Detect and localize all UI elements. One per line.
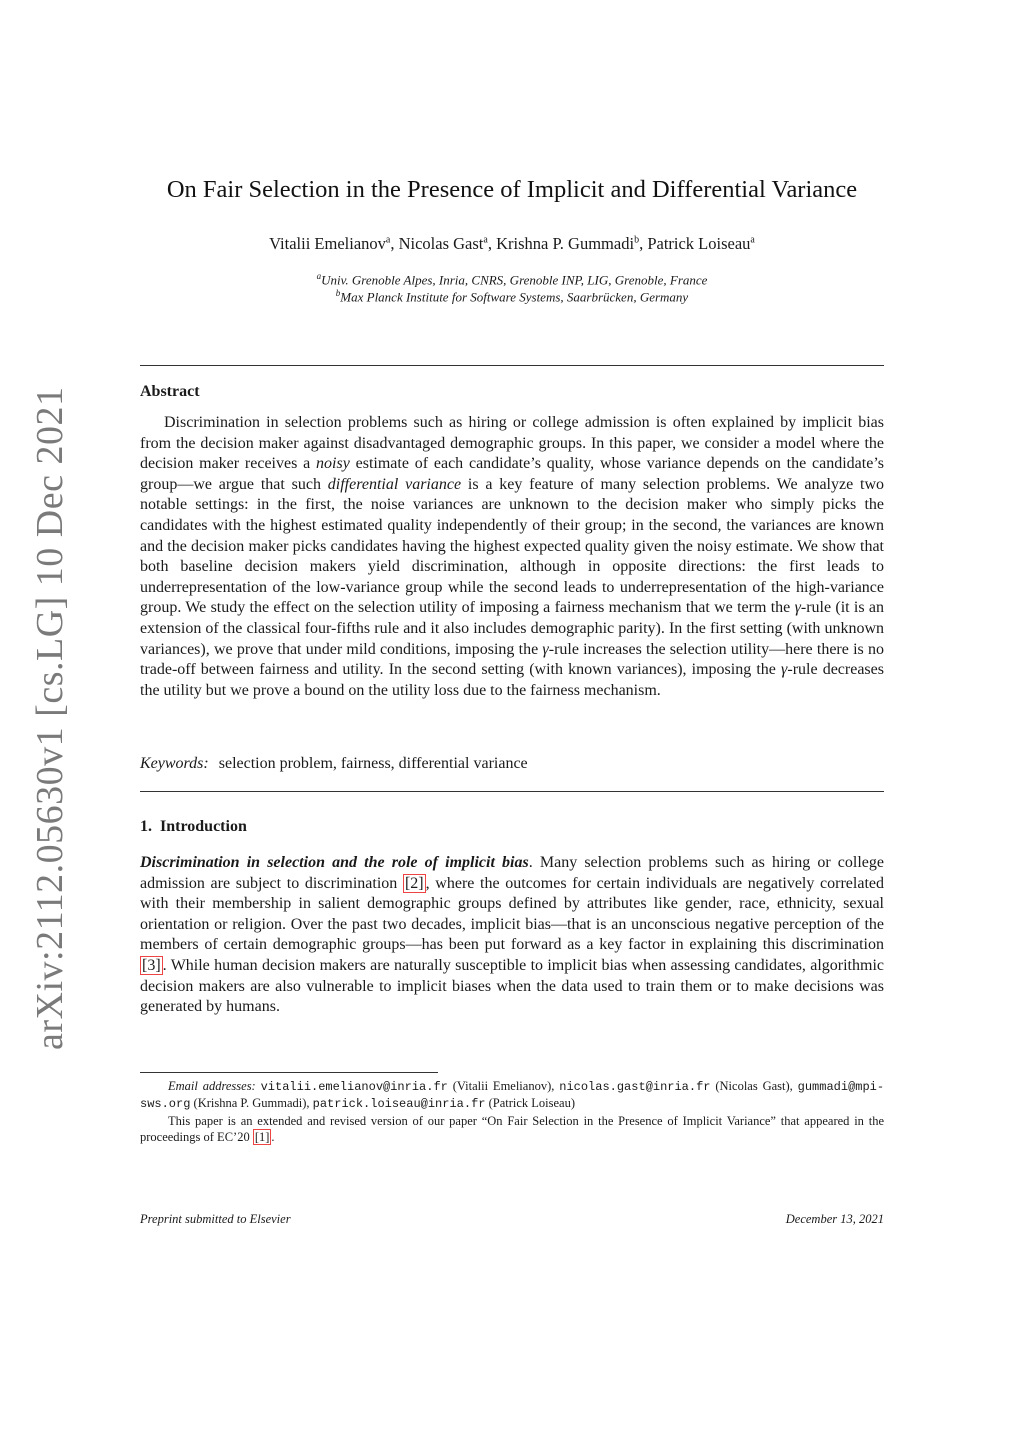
section-heading: 1. Introduction (140, 818, 247, 835)
author: Vitalii Emelianov$^a$, (269, 234, 399, 253)
keywords-text: selection problem, fairness, differential variance (218, 755, 528, 772)
abstract-heading: Abstract (140, 383, 200, 400)
author-list (140, 234, 884, 254)
keywords (140, 755, 884, 773)
author: Krishna P. Gummadi$^b$, (496, 234, 648, 253)
intro-paragraph: Discrimination in selection and the role of implicit bias. Many selection problems such as hiring or college admission are subject to discrimination [2] , where the outcomes for certain individuals are negatively correlated with their membership in salient demographic groups defined by attributes like gender, race, ethnicity, sexual orientation or religion. Over the past two decades, implicit bias—that is an unconscious negative perception of the members of certain demographic groups—has been put forward as a key factor in explaining this discrimination [3] . While human decision makers are naturally susceptible to implicit bias when assessing candidates, algorithmic decision makers are also vulnerable to implicit biases when the data used to train them or to make decisions was generated by humans. (140, 854, 884, 1016)
arxiv-stamp: arXiv:2112.05630v1 [cs.LG] 10 Dec 2021 (29, 386, 71, 1050)
affiliation-a: $^a$Univ. Grenoble Alpes, Inria, CNRS, Grenoble INP, LIG, Grenoble, France (316, 271, 708, 288)
citation-link[interactable]: [3] (142, 956, 161, 974)
footer-left: Preprint submitted to Elsevier (140, 1212, 291, 1226)
email-link[interactable]: gummadi@mpi-sws.org (140, 1080, 885, 1112)
email-footnote: Email addresses: vitalii.emelianov@inria.fr (Vitalii Emelianov), nicolas.gast@inria.fr (Nicolas Gast), gummadi@mpi-sws.org (Krishna P. Gummadi), patrick.loiseau@inria.fr (Patrick Loiseau) (140, 1079, 885, 1112)
version-footnote: This paper is an extended and revised version of our paper “On Fair Selection in the Presence of Implicit Variance” that appeared in the proceedings of EC’20 [1] . (140, 1113, 884, 1145)
runin-heading: Discrimination in selection and the role of implicit bias (140, 854, 529, 871)
divider (140, 365, 884, 366)
paper-title: On Fair Selection in the Presence of Implicit and Differential Variance (166, 176, 858, 203)
email-link[interactable]: patrick.loiseau@inria.fr (312, 1097, 486, 1112)
author: Patrick Loiseau$^a$ (647, 234, 755, 253)
citation-link[interactable]: [2] (404, 874, 424, 892)
author: Nicolas Gast$^a$, (398, 234, 497, 253)
citation-link[interactable]: [1] (254, 1130, 270, 1145)
abstract-body: Discrimination in selection problems such as hiring or college admission is often explained by implicit bias from the decision maker against disadvantaged demographic groups. In this paper, we consider a model where the decision maker receives a noisy estimate of each candidate’s quality, whose variance depends on the candidate’s group—we argue that such differential variance is a key feature of many selection problems. We analyze two notable settings: in the first, the noise variances are unknown to the decision maker who simply picks the candidates with the highest estimated quality independently of their group; in the second, the variances are known and the decision maker picks candidates having the highest expected quality given the noisy estimate. We show that both baseline decision makers yield discrimination, although in opposite directions: the first leads to underrepresentation of the low-variance group while the second leads to underrepresentation of the high-variance group. We study the effect on the selection utility of imposing a fairness mechanism that we term the γ-rule (it is an extension of the classical four-fifths rule and it also includes demographic parity). In the first setting (with unknown variances), we prove that under mild conditions, imposing the γ-rule increases the selection utility—here there is no trade-off between fairness and utility. In the second setting (with known variances), imposing the γ-rule decreases the utility but we prove a bound on the utility loss due to the fairness mechanism. (140, 414, 885, 699)
email-link[interactable]: vitalii.emelianov@inria.fr (260, 1080, 448, 1094)
affiliation-b: $^b$Max Planck Institute for Software Systems, Saarbrücken, Germany (335, 288, 689, 305)
page-footer (140, 1212, 884, 1227)
footer-date: December 13, 2021 (785, 1212, 884, 1226)
email-link[interactable]: nicolas.gast@inria.fr (559, 1080, 711, 1094)
keywords-label: Keywords: (140, 755, 209, 772)
divider (140, 791, 884, 792)
footnotes (140, 1078, 884, 1146)
footnote-divider (140, 1072, 438, 1073)
